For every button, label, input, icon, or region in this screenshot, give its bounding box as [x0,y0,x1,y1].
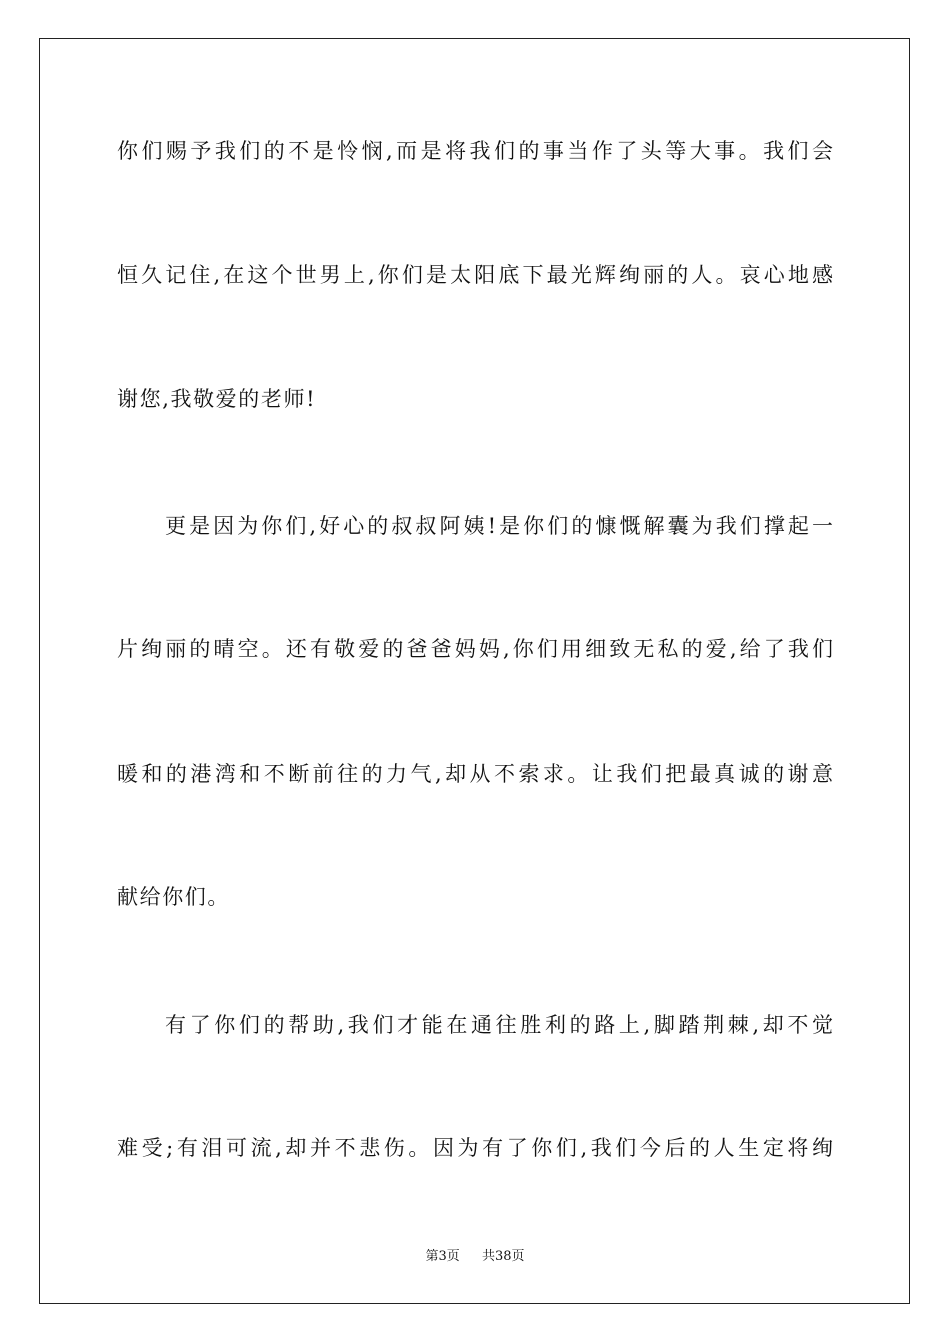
paragraph-3-line-1: 有了你们的帮助,我们才能在通往胜利的路上,脚踏荆棘,却不觉 [165,1013,833,1037]
page-border [39,38,910,1304]
paragraph-2-line-1: 更是因为你们,好心的叔叔阿姨!是你们的慷慨解囊为我们撑起一 [165,514,833,538]
total-pages: 共38页 [482,1249,525,1264]
paragraph-1-line-3: 谢您,我敬爱的老师! [117,387,317,411]
page-number: 第3页 [425,1249,460,1264]
paragraph-3-line-2: 难受;有泪可流,却并不悲伤。因为有了你们,我们今后的人生定将绚 [117,1136,833,1160]
paragraph-2-line-3: 暖和的港湾和不断前往的力气,却从不索求。让我们把最真诚的谢意 [117,762,833,786]
paragraph-2-line-2: 片绚丽的晴空。还有敬爱的爸爸妈妈,你们用细致无私的爱,给了我们 [117,637,833,661]
page-footer [0,1248,950,1266]
paragraph-1-line-1: 你们赐予我们的不是怜悯,而是将我们的事当作了头等大事。我们会 [117,139,833,163]
paragraph-2-line-4: 献给你们。 [117,885,230,909]
paragraph-1-line-2: 恒久记住,在这个世男上,你们是太阳底下最光辉绚丽的人。哀心地感 [117,263,833,287]
